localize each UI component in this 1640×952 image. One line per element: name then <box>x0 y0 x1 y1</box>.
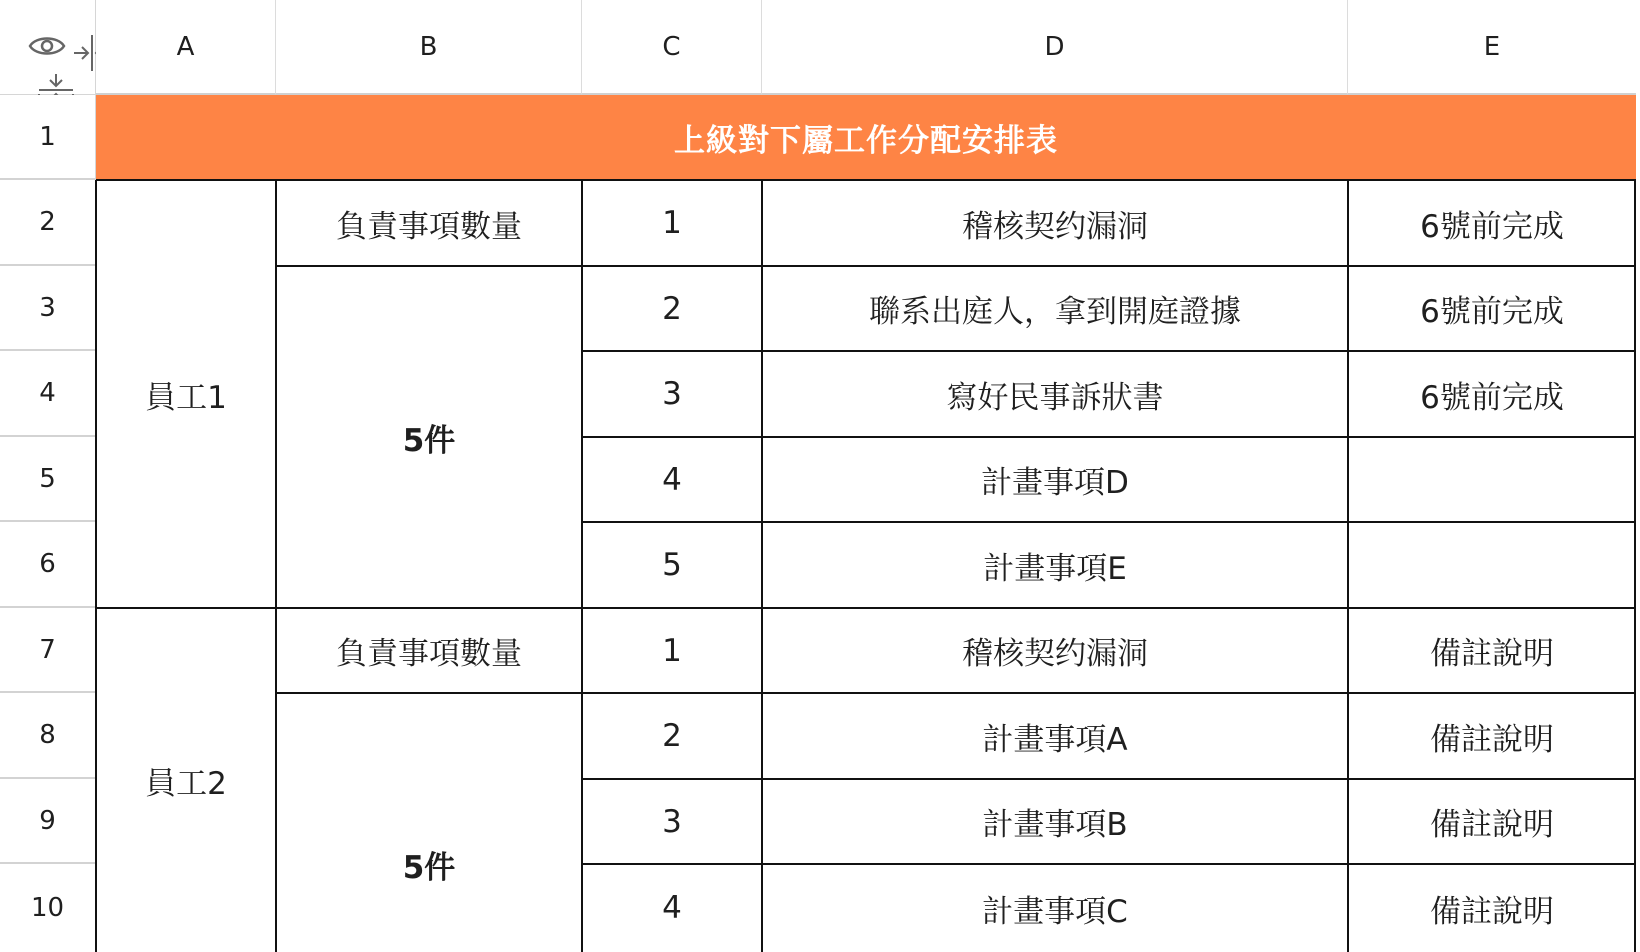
task-number-cell[interactable]: 3 <box>582 351 762 437</box>
task-number-cell[interactable]: 4 <box>582 864 762 952</box>
task-item-cell[interactable]: 計畫事項E <box>762 522 1348 608</box>
row-header-9[interactable]: 9 <box>0 779 96 864</box>
border-line <box>582 436 1636 438</box>
border-line <box>276 692 1636 694</box>
task-number-cell[interactable]: 4 <box>582 437 762 522</box>
column-header-d[interactable]: D <box>762 0 1348 95</box>
border-line <box>1634 180 1636 952</box>
task-item-cell[interactable]: 計畫事項A <box>762 693 1348 779</box>
task-note-cell[interactable]: 備註說明 <box>1348 779 1636 864</box>
task-number-cell[interactable]: 5 <box>582 522 762 608</box>
task-item-cell[interactable]: 寫好民事訴狀書 <box>762 351 1348 437</box>
border-line <box>761 180 763 952</box>
column-header-e[interactable]: E <box>1348 0 1636 95</box>
sheet-title-cell[interactable]: 上級對下屬工作分配安排表 <box>96 95 1636 180</box>
eye-icon[interactable] <box>28 34 66 58</box>
row-header-10[interactable]: 10 <box>0 864 96 952</box>
task-note-cell[interactable] <box>1348 437 1636 522</box>
border-line <box>582 778 1636 780</box>
task-number-cell[interactable]: 1 <box>582 608 762 693</box>
border-line <box>95 180 97 952</box>
column-header-b[interactable]: B <box>276 0 582 95</box>
sheet-corner <box>0 0 96 95</box>
task-note-cell[interactable]: 備註說明 <box>1348 864 1636 952</box>
task-item-cell[interactable]: 計畫事項B <box>762 779 1348 864</box>
task-number-cell[interactable]: 3 <box>582 779 762 864</box>
task-note-cell[interactable]: 備註說明 <box>1348 608 1636 693</box>
row-header-5[interactable]: 5 <box>0 437 96 522</box>
employee1-count-value-cell[interactable]: 5件 <box>276 266 582 608</box>
task-item-cell[interactable]: 計畫事項C <box>762 864 1348 952</box>
employee1-count-label-cell[interactable]: 負責事項數量 <box>276 180 582 266</box>
row-header-7[interactable]: 7 <box>0 608 96 693</box>
border-line <box>582 350 1636 352</box>
column-header-a[interactable]: A <box>96 0 276 95</box>
task-note-cell[interactable] <box>1348 522 1636 608</box>
row-header-4[interactable]: 4 <box>0 351 96 437</box>
task-note-cell[interactable]: 備註說明 <box>1348 693 1636 779</box>
border-line <box>582 863 1636 865</box>
task-number-cell[interactable]: 2 <box>582 693 762 779</box>
task-note-cell[interactable]: 6號前完成 <box>1348 266 1636 351</box>
border-line <box>581 180 583 952</box>
employee1-name-cell[interactable]: 員工1 <box>96 180 276 608</box>
row-header-2[interactable]: 2 <box>0 180 96 266</box>
row-header-3[interactable]: 3 <box>0 266 96 351</box>
border-line <box>96 607 1636 609</box>
employee2-count-label-cell[interactable]: 負責事項數量 <box>276 608 582 693</box>
task-number-cell[interactable]: 1 <box>582 180 762 266</box>
task-item-cell[interactable]: 稽核契约漏洞 <box>762 608 1348 693</box>
task-item-cell[interactable]: 聯系出庭人，拿到開庭證據 <box>762 266 1348 351</box>
task-item-cell[interactable]: 計畫事項D <box>762 437 1348 522</box>
border-line <box>582 521 1636 523</box>
employee2-count-value-cell[interactable]: 5件 <box>276 693 582 952</box>
border-line <box>96 179 1636 181</box>
row-header-8[interactable]: 8 <box>0 693 96 779</box>
border-line <box>1347 180 1349 952</box>
border-line <box>275 180 277 952</box>
employee2-name-cell[interactable]: 員工2 <box>96 608 276 952</box>
task-note-cell[interactable]: 6號前完成 <box>1348 351 1636 437</box>
row-header-1[interactable]: 1 <box>0 95 96 180</box>
row-header-6[interactable]: 6 <box>0 522 96 608</box>
border-line <box>276 265 1636 267</box>
task-item-cell[interactable]: 稽核契约漏洞 <box>762 180 1348 266</box>
task-note-cell[interactable]: 6號前完成 <box>1348 180 1636 266</box>
task-number-cell[interactable]: 2 <box>582 266 762 351</box>
column-header-c[interactable]: C <box>582 0 762 95</box>
